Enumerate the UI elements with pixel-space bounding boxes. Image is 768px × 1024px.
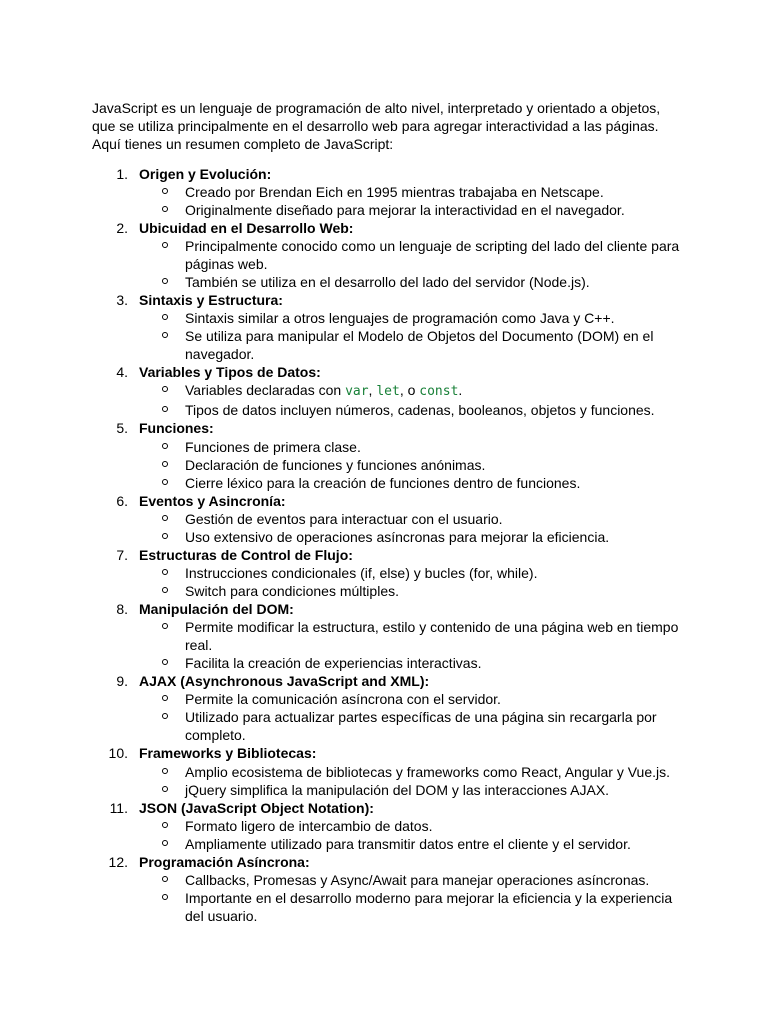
sub-list-item <box>139 309 682 327</box>
circle-bullet-icon <box>162 840 168 846</box>
sub-list-item <box>139 708 682 744</box>
circle-bullet-icon <box>162 461 168 467</box>
sub-item-text: Ampliamente utilizado para transmitir datos entre el cliente y el servidor. <box>185 835 631 852</box>
sub-list-item <box>139 273 682 291</box>
summary-list <box>92 165 682 925</box>
list-number: 11. <box>109 799 128 816</box>
sub-item-text: Originalmente diseñado para mejorar la interactividad en el navegador. <box>185 201 625 218</box>
circle-bullet-icon <box>162 587 168 593</box>
sub-item-text: Cierre léxico para la creación de funciones dentro de funciones. <box>185 474 581 491</box>
list-item <box>92 291 682 363</box>
list-number: 2. <box>116 219 128 236</box>
sub-list-item <box>139 183 682 201</box>
circle-bullet-icon <box>162 386 168 392</box>
sub-item-text: Importante en el desarrollo moderno para mejorar la eficiencia y la experiencia del usuario. <box>185 890 673 925</box>
circle-bullet-icon <box>162 188 168 194</box>
sub-item-text: Se utiliza para manipular el Modelo de Objetos del Documento (DOM) en el navegador. <box>185 328 654 363</box>
sub-list <box>139 564 682 600</box>
section-title: Variables y Tipos de Datos: <box>139 364 321 381</box>
circle-bullet-icon <box>162 515 168 521</box>
section-title: Frameworks y Bibliotecas: <box>139 745 317 762</box>
sub-item-text: Facilita la creación de experiencias interactivas. <box>185 655 482 672</box>
sub-list <box>139 183 682 219</box>
sub-item-text: Declaración de funciones y funciones anónimas. <box>185 456 486 473</box>
section-title: AJAX (Asynchronous JavaScript and XML): <box>139 673 430 690</box>
section-title: JSON (JavaScript Object Notation): <box>139 799 374 816</box>
sub-list-item <box>139 327 682 363</box>
sub-list-item <box>139 690 682 708</box>
circle-bullet-icon <box>162 623 168 629</box>
section-title: Estructuras de Control de Flujo: <box>139 546 353 563</box>
list-number: 4. <box>116 364 128 381</box>
circle-bullet-icon <box>162 443 168 449</box>
sub-list <box>139 510 682 546</box>
sub-item-text: Callbacks, Promesas y Async/Await para manejar operaciones asíncronas. <box>185 872 650 889</box>
sub-list-item <box>139 618 682 654</box>
sub-list <box>139 871 682 925</box>
sub-item-text: Utilizado para actualizar partes específicas de una página sin recargarla por completo. <box>185 709 657 744</box>
list-number: 5. <box>116 420 128 437</box>
circle-bullet-icon <box>162 713 168 719</box>
circle-bullet-icon <box>162 242 168 248</box>
section-title: Ubicuidad en el Desarrollo Web: <box>139 219 354 236</box>
circle-bullet-icon <box>162 332 168 338</box>
circle-bullet-icon <box>162 314 168 320</box>
list-number: 10. <box>108 745 128 762</box>
list-item <box>92 600 682 672</box>
sub-list-item <box>139 781 682 799</box>
sub-list <box>139 690 682 744</box>
sub-item-text: Permite la comunicación asíncrona con el servidor. <box>185 691 501 708</box>
circle-bullet-icon <box>162 659 168 665</box>
list-item <box>92 363 682 419</box>
sub-list-item <box>139 582 682 600</box>
sub-item-text: Tipos de datos incluyen números, cadenas, booleanos, objetos y funciones. <box>185 402 655 419</box>
list-number: 6. <box>116 492 128 509</box>
circle-bullet-icon <box>162 894 168 900</box>
list-number: 7. <box>116 546 128 563</box>
section-title: Sintaxis y Estructura: <box>139 292 283 309</box>
code-keyword-const: const <box>419 384 459 400</box>
circle-bullet-icon <box>162 569 168 575</box>
sub-list-item <box>139 835 682 853</box>
code-keyword-var: var <box>345 384 369 400</box>
sub-item-text: Funciones de primera clase. <box>185 438 361 455</box>
list-item <box>92 853 682 925</box>
sub-list-item <box>139 510 682 528</box>
sub-list-item <box>139 817 682 835</box>
circle-bullet-icon <box>162 278 168 284</box>
sub-item-text: Variables declaradas con var, let, o const. <box>185 382 463 400</box>
circle-bullet-icon <box>162 533 168 539</box>
sub-list-item <box>139 564 682 582</box>
sub-list <box>139 237 682 291</box>
list-item <box>92 165 682 219</box>
code-keyword-let: let <box>376 384 400 400</box>
sub-item-text: Sintaxis similar a otros lenguajes de programación como Java y C++. <box>185 310 615 327</box>
list-item <box>92 219 682 291</box>
section-title: Programación Asíncrona: <box>139 853 310 870</box>
sub-list-item <box>139 438 682 456</box>
list-item <box>92 419 682 491</box>
sub-item-text: Amplio ecosistema de bibliotecas y frameworks como React, Angular y Vue.js. <box>185 763 671 780</box>
section-title: Eventos y Asincronía: <box>139 492 286 509</box>
sub-item-text: Formato ligero de intercambio de datos. <box>185 817 433 834</box>
sub-item-text: Switch para condiciones múltiples. <box>185 583 399 600</box>
list-number: 1. <box>116 165 128 182</box>
list-number: 9. <box>116 673 128 690</box>
document-page <box>92 99 682 925</box>
sub-list <box>139 438 682 492</box>
circle-bullet-icon <box>162 479 168 485</box>
sub-list <box>139 309 682 363</box>
sub-list-item <box>139 871 682 889</box>
intro-paragraph: JavaScript es un lenguaje de programación de alto nivel, interpretado y orientado a objetos, que se utiliza principalmente en el desarrollo web para agregar interactividad a las páginas. Aquí tienes un resumen completo de JavaScript: <box>92 100 661 153</box>
list-item <box>92 546 682 600</box>
sub-item-text: Uso extensivo de operaciones asíncronas para mejorar la eficiencia. <box>185 528 610 545</box>
sub-item-text: jQuery simplifica la manipulación del DOM y las interacciones AJAX. <box>185 781 610 798</box>
list-item <box>92 799 682 853</box>
sub-list-item <box>139 201 682 219</box>
circle-bullet-icon <box>162 876 168 882</box>
sub-item-text: Instrucciones condicionales (if, else) y bucles (for, while). <box>185 565 538 582</box>
sub-list <box>139 817 682 853</box>
list-number: 12. <box>108 853 128 870</box>
sub-item-text: Principalmente conocido como un lenguaje de scripting del lado del cliente para páginas web. <box>185 238 680 273</box>
sub-list-item <box>139 654 682 672</box>
circle-bullet-icon <box>162 822 168 828</box>
sub-list-item <box>139 889 682 925</box>
list-item <box>92 744 682 798</box>
sub-item-text: Permite modificar la estructura, estilo y contenido de una página web en tiempo real. <box>185 619 679 654</box>
sub-list-item <box>139 456 682 474</box>
circle-bullet-icon <box>162 406 168 412</box>
sub-list <box>139 763 682 799</box>
sub-item-text: Creado por Brendan Eich en 1995 mientras trabajaba en Netscape. <box>185 183 604 200</box>
sub-list-item <box>139 528 682 546</box>
section-title: Manipulación del DOM: <box>139 601 294 618</box>
sub-list-item <box>139 381 682 401</box>
section-title: Funciones: <box>139 420 214 437</box>
sub-list-item <box>139 401 682 419</box>
sub-list <box>139 618 682 672</box>
sub-list <box>139 381 682 419</box>
circle-bullet-icon <box>162 695 168 701</box>
sub-item-text: Gestión de eventos para interactuar con el usuario. <box>185 510 503 527</box>
list-number: 8. <box>116 601 128 618</box>
sub-list-item <box>139 237 682 273</box>
circle-bullet-icon <box>162 768 168 774</box>
sub-list-item <box>139 763 682 781</box>
list-item <box>92 492 682 546</box>
sub-item-text: También se utiliza en el desarrollo del lado del servidor (Node.js). <box>185 274 590 291</box>
circle-bullet-icon <box>162 786 168 792</box>
sub-list-item <box>139 474 682 492</box>
list-number: 3. <box>116 292 128 309</box>
circle-bullet-icon <box>162 206 168 212</box>
list-item <box>92 672 682 744</box>
section-title: Origen y Evolución: <box>139 165 272 182</box>
